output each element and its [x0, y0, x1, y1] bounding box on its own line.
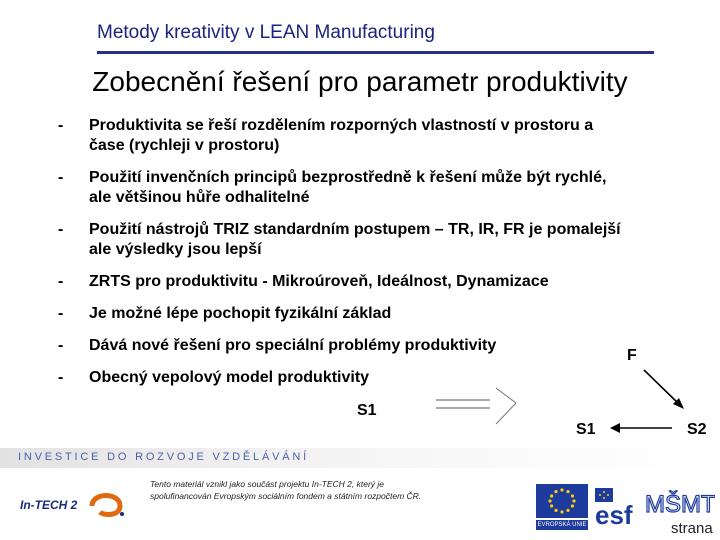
- s2-to-s1-arrowhead: [610, 423, 620, 433]
- open-arrow-lower: [496, 403, 516, 424]
- intech-logo: [20, 486, 130, 520]
- msmt-logo-text: MŠMT: [645, 491, 715, 518]
- bullet-text-line: ale většinou hůře odhalitelné: [89, 189, 310, 206]
- bullet-marker: -: [58, 273, 64, 290]
- bullet-text-line: Produktivita se řeší rozdělením rozporných vlastností v prostoru a: [89, 117, 594, 134]
- bullet-text-line: ale výsledky jsou lepší: [89, 241, 262, 258]
- open-arrow-upper: [496, 388, 516, 403]
- bullet-marker: -: [58, 337, 64, 354]
- f-to-s2-arrow: [644, 370, 680, 405]
- diagram-label-f: F: [627, 347, 637, 364]
- eu-caption: EVROPSKÁ UNIE: [537, 522, 587, 528]
- bullet-marker: -: [58, 369, 64, 386]
- diagram-label-s1-right: S1: [576, 421, 596, 438]
- eu-flag-icon: [536, 484, 588, 518]
- bullet-marker: -: [58, 221, 64, 238]
- bullet-text-line: čase (rychleji v prostoru): [89, 137, 280, 154]
- bullet-text-line: Je možné lépe pochopit fyzikální základ: [89, 305, 392, 322]
- footer-note: [150, 478, 470, 502]
- esf-logo: [593, 484, 639, 528]
- bullet-text-line: ZRTS pro produktivitu - Mikroúroveň, Ideálnost, Dynamizace: [89, 273, 549, 290]
- bullet-marker: -: [58, 169, 64, 186]
- header-title: Metody kreativity v LEAN Manufacturing: [97, 22, 435, 43]
- intech-logo-text: In-TECH 2: [20, 498, 78, 512]
- banner-text: INVESTICE DO ROZVOJE VZDĚLÁVÁNÍ: [18, 451, 309, 463]
- footer-note-line: Tento materiál vznikl jako součást projektu In-TECH 2, který je: [150, 479, 385, 489]
- page-label: strana: [671, 520, 713, 537]
- bullet-marker: -: [58, 117, 64, 134]
- bullet-text-line: Použití nástrojů TRIZ standardním postupem – TR, IR, FR je pomalejší: [89, 221, 621, 238]
- bullet-text-line: Obecný vepolový model produktivity: [89, 369, 370, 386]
- footer-banner: [0, 448, 720, 468]
- footer-note-line: spolufinancován Evropským sociálním fondem a státním rozpočtem ČR.: [150, 491, 422, 501]
- bullet-marker: -: [58, 305, 64, 322]
- esf-logo-text: esf: [595, 500, 633, 528]
- slide-title: Zobecnění řešení pro parametr produktivity: [92, 66, 628, 97]
- bullet-text-line: Dává nové řešení pro speciální problémy produktivity: [89, 337, 497, 354]
- diagram-label-s1: S1: [357, 402, 377, 419]
- diagram-label-s2: S2: [687, 421, 707, 438]
- bullet-text-line: Použití invenčních principů bezprostředně k řešení může být rychlé,: [89, 169, 607, 186]
- msmt-logo: [645, 482, 715, 522]
